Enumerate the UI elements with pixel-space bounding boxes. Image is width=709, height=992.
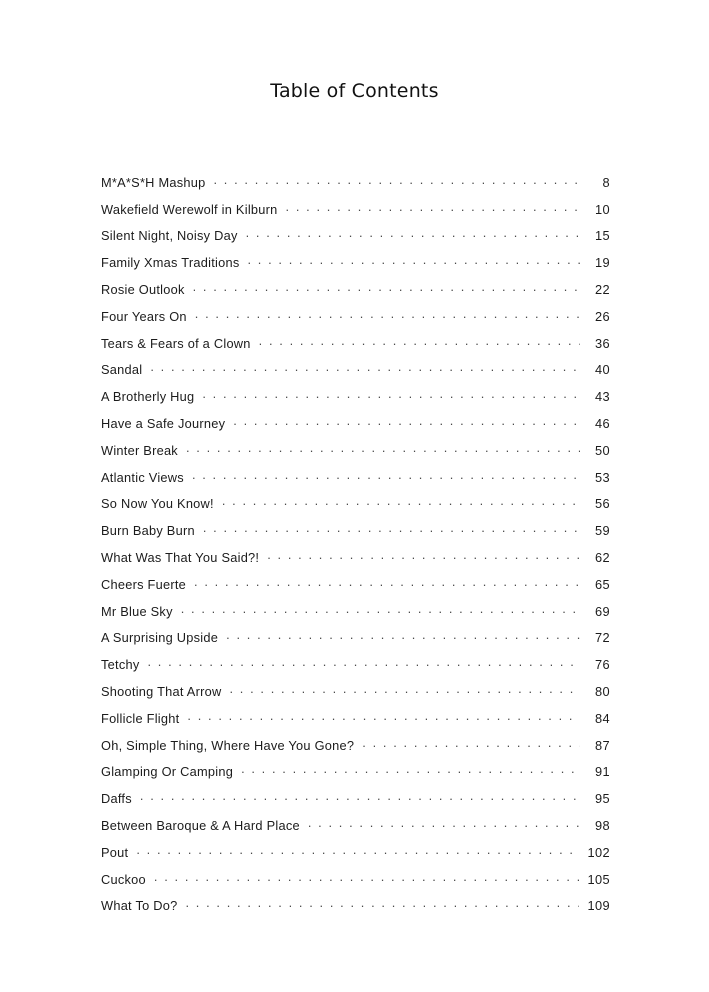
toc-entry-page-number: 76 bbox=[594, 657, 610, 673]
toc-entry-title: M*A*S*H Mashup bbox=[101, 174, 206, 190]
toc-entry-title: What Was That You Said?! bbox=[101, 549, 260, 565]
toc-entry-title: Family Xmas Traditions bbox=[101, 255, 240, 271]
toc-leader-dots bbox=[186, 442, 580, 455]
toc-entry-title: Wakefield Werewolf in Kilburn bbox=[101, 201, 278, 217]
toc-entry-page-number: 53 bbox=[594, 469, 610, 485]
toc-entry-title: Cuckoo bbox=[101, 871, 146, 887]
toc-entry-title: Winter Break bbox=[101, 442, 178, 458]
toc-entry-page-number: 19 bbox=[594, 255, 610, 271]
toc-entry-page-number: 40 bbox=[594, 362, 610, 378]
toc-entry-title: Four Years On bbox=[101, 308, 187, 324]
toc-entry-title: Shooting That Arrow bbox=[101, 683, 222, 699]
toc-leader-dots bbox=[140, 790, 580, 803]
toc-entry-title: Pout bbox=[101, 844, 129, 860]
toc-leader-dots bbox=[246, 228, 580, 241]
toc-entry-title: Between Baroque & A Hard Place bbox=[101, 817, 300, 833]
toc-leader-dots bbox=[259, 335, 580, 348]
toc-leader-dots bbox=[203, 522, 580, 535]
toc-entry-page-number: 10 bbox=[594, 201, 610, 217]
toc-entry[interactable] bbox=[101, 388, 610, 415]
toc-leader-dots bbox=[229, 683, 580, 696]
toc-leader-dots bbox=[136, 844, 579, 857]
toc-entry-page-number: 8 bbox=[602, 174, 610, 190]
toc-entry-page-number: 84 bbox=[594, 710, 610, 726]
toc-entry-title: Tetchy bbox=[101, 657, 140, 673]
toc-leader-dots bbox=[362, 737, 580, 750]
toc-leader-dots bbox=[308, 817, 580, 830]
toc-leader-dots bbox=[214, 174, 581, 187]
toc-entry[interactable] bbox=[101, 228, 610, 255]
toc-entry-page-number: 69 bbox=[594, 603, 610, 619]
toc-leader-dots bbox=[150, 362, 580, 375]
toc-entry[interactable] bbox=[101, 254, 610, 281]
toc-entry-page-number: 65 bbox=[594, 576, 610, 592]
toc-entry-page-number: 15 bbox=[594, 228, 610, 244]
toc-entry[interactable] bbox=[101, 844, 610, 871]
toc-entry[interactable] bbox=[101, 737, 610, 764]
toc-leader-dots bbox=[154, 871, 580, 884]
toc-leader-dots bbox=[233, 415, 580, 428]
toc-entry[interactable] bbox=[101, 362, 610, 389]
toc-leader-dots bbox=[193, 281, 580, 294]
toc-entry-page-number: 59 bbox=[594, 523, 610, 539]
toc-entry[interactable] bbox=[101, 335, 610, 362]
toc-entry-title: Have a Safe Journey bbox=[101, 415, 226, 431]
toc-entry[interactable] bbox=[101, 496, 610, 523]
toc-leader-dots bbox=[187, 710, 580, 723]
toc-entry-title: Mr Blue Sky bbox=[101, 603, 173, 619]
toc-entry[interactable] bbox=[101, 576, 610, 603]
toc-entry-page-number: 56 bbox=[594, 496, 610, 512]
toc-leader-dots bbox=[148, 656, 581, 669]
toc-entry-page-number: 102 bbox=[587, 844, 610, 860]
toc-entry-title: Oh, Simple Thing, Where Have You Gone? bbox=[101, 737, 355, 753]
toc-entry[interactable] bbox=[101, 308, 610, 335]
toc-entry-page-number: 109 bbox=[587, 898, 610, 914]
toc-entry-title: A Surprising Upside bbox=[101, 630, 219, 646]
toc-leader-dots bbox=[226, 630, 580, 643]
toc-entry[interactable] bbox=[101, 630, 610, 657]
toc-entry[interactable] bbox=[101, 201, 610, 228]
toc-entry-title: Glamping Or Camping bbox=[101, 764, 234, 780]
toc-leader-dots bbox=[222, 496, 580, 509]
toc-entry-page-number: 105 bbox=[587, 871, 610, 887]
toc-entry-title: Burn Baby Burn bbox=[101, 523, 195, 539]
page-title: Table of Contents bbox=[270, 80, 439, 102]
toc-entry[interactable] bbox=[101, 415, 610, 442]
toc-entry[interactable] bbox=[101, 549, 610, 576]
toc-entry[interactable] bbox=[101, 683, 610, 710]
toc-leader-dots bbox=[186, 898, 580, 911]
toc-entry-page-number: 50 bbox=[594, 442, 610, 458]
toc-entry-page-number: 26 bbox=[594, 308, 610, 324]
toc-entry-title: A Brotherly Hug bbox=[101, 389, 195, 405]
toc-leader-dots bbox=[286, 201, 580, 214]
toc-entry-page-number: 43 bbox=[594, 389, 610, 405]
toc-leader-dots bbox=[202, 388, 580, 401]
toc-entry-title: What To Do? bbox=[101, 898, 178, 914]
toc-entry-page-number: 22 bbox=[594, 281, 610, 297]
toc-entry-title: So Now You Know! bbox=[101, 496, 214, 512]
toc-entry-page-number: 95 bbox=[594, 791, 610, 807]
toc-entry[interactable] bbox=[101, 764, 610, 791]
toc-entry-title: Tears & Fears of a Clown bbox=[101, 335, 251, 351]
toc-entry-title: Sandal bbox=[101, 362, 143, 378]
toc-entry-page-number: 80 bbox=[594, 683, 610, 699]
toc-entry[interactable] bbox=[101, 898, 610, 925]
toc-leader-dots bbox=[267, 549, 580, 562]
toc-entry-page-number: 98 bbox=[594, 817, 610, 833]
toc-leader-dots bbox=[194, 576, 580, 589]
toc-entry[interactable] bbox=[101, 442, 610, 469]
toc-entry[interactable] bbox=[101, 790, 610, 817]
toc-entry-page-number: 91 bbox=[594, 764, 610, 780]
toc-leader-dots bbox=[195, 308, 580, 321]
toc-entry[interactable] bbox=[101, 656, 610, 683]
toc-entry[interactable] bbox=[101, 710, 610, 737]
toc-entry-page-number: 46 bbox=[594, 415, 610, 431]
toc-entry-title: Rosie Outlook bbox=[101, 281, 185, 297]
toc-leader-dots bbox=[192, 469, 580, 482]
toc-entry-title: Daffs bbox=[101, 791, 132, 807]
toc-entry-page-number: 87 bbox=[594, 737, 610, 753]
toc-leader-dots bbox=[241, 764, 580, 777]
toc-entry-page-number: 72 bbox=[594, 630, 610, 646]
toc-entry[interactable] bbox=[101, 871, 610, 898]
toc-entry[interactable] bbox=[101, 174, 610, 201]
toc-entry[interactable] bbox=[101, 603, 610, 630]
toc-entry-title: Atlantic Views bbox=[101, 469, 184, 485]
table-of-contents-list bbox=[101, 174, 610, 924]
toc-leader-dots bbox=[181, 603, 580, 616]
toc-entry-title: Follicle Flight bbox=[101, 710, 180, 726]
toc-entry-page-number: 62 bbox=[594, 549, 610, 565]
toc-entry-title: Cheers Fuerte bbox=[101, 576, 187, 592]
toc-entry[interactable] bbox=[101, 281, 610, 308]
toc-entry[interactable] bbox=[101, 817, 610, 844]
toc-leader-dots bbox=[247, 254, 580, 267]
toc-entry-page-number: 36 bbox=[594, 335, 610, 351]
toc-entry-title: Silent Night, Noisy Day bbox=[101, 228, 238, 244]
toc-entry[interactable] bbox=[101, 469, 610, 496]
toc-entry[interactable] bbox=[101, 522, 610, 549]
